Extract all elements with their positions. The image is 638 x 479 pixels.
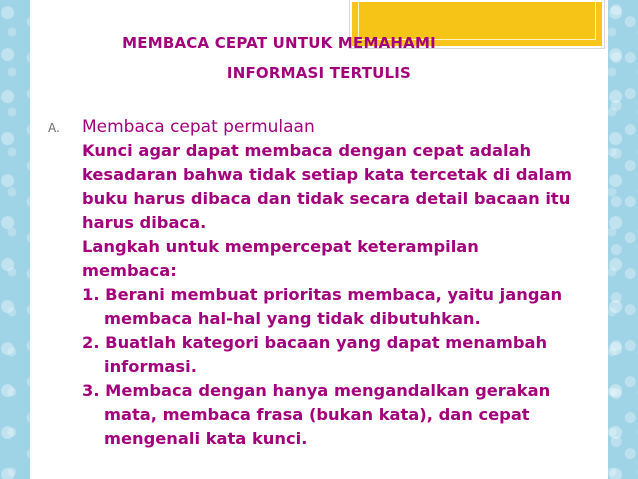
step-line: 1. Berani membuat prioritas membaca, yaitu jangan <box>82 285 563 304</box>
steps-intro <box>82 235 602 283</box>
section-heading: Membaca cepat permulaan <box>82 117 315 137</box>
step-line: mengenali kata kunci. <box>104 429 308 448</box>
step-item-3 <box>82 379 602 451</box>
paragraph-line: Kunci agar dapat membaca dengan cepat adalah <box>82 141 532 160</box>
step-line: mata, membaca frasa (bukan kata), dan cepat <box>104 405 530 424</box>
step-item-2 <box>82 331 602 379</box>
paragraph-line: harus dibaca. <box>82 213 207 232</box>
step-line: membaca hal-hal yang tidak dibutuhkan. <box>104 309 481 328</box>
title-line-1: MEMBACA CEPAT UNTUK MEMAHAMI <box>122 34 436 52</box>
paragraph-line: kesadaran bahwa tidak setiap kata tercetak di dalam <box>82 165 573 184</box>
slide <box>30 0 608 479</box>
title-line-2: INFORMASI TERTULIS <box>226 64 412 82</box>
step-line: 3. Membaca dengan hanya mengandalkan gerakan <box>82 381 551 400</box>
paragraph-line: buku harus dibaca dan tidak secara detail bacaan itu <box>82 189 571 208</box>
steps-intro-line: Langkah untuk mempercepat keterampilan <box>82 237 479 256</box>
section-content <box>82 115 602 451</box>
section-marker: A. <box>48 121 60 135</box>
step-line: 2. Buatlah kategori bacaan yang dapat menambah <box>82 333 548 352</box>
intro-paragraph <box>82 139 602 235</box>
step-item-1 <box>82 283 602 331</box>
steps-intro-line: membaca: <box>82 261 177 280</box>
step-line: informasi. <box>104 357 197 376</box>
